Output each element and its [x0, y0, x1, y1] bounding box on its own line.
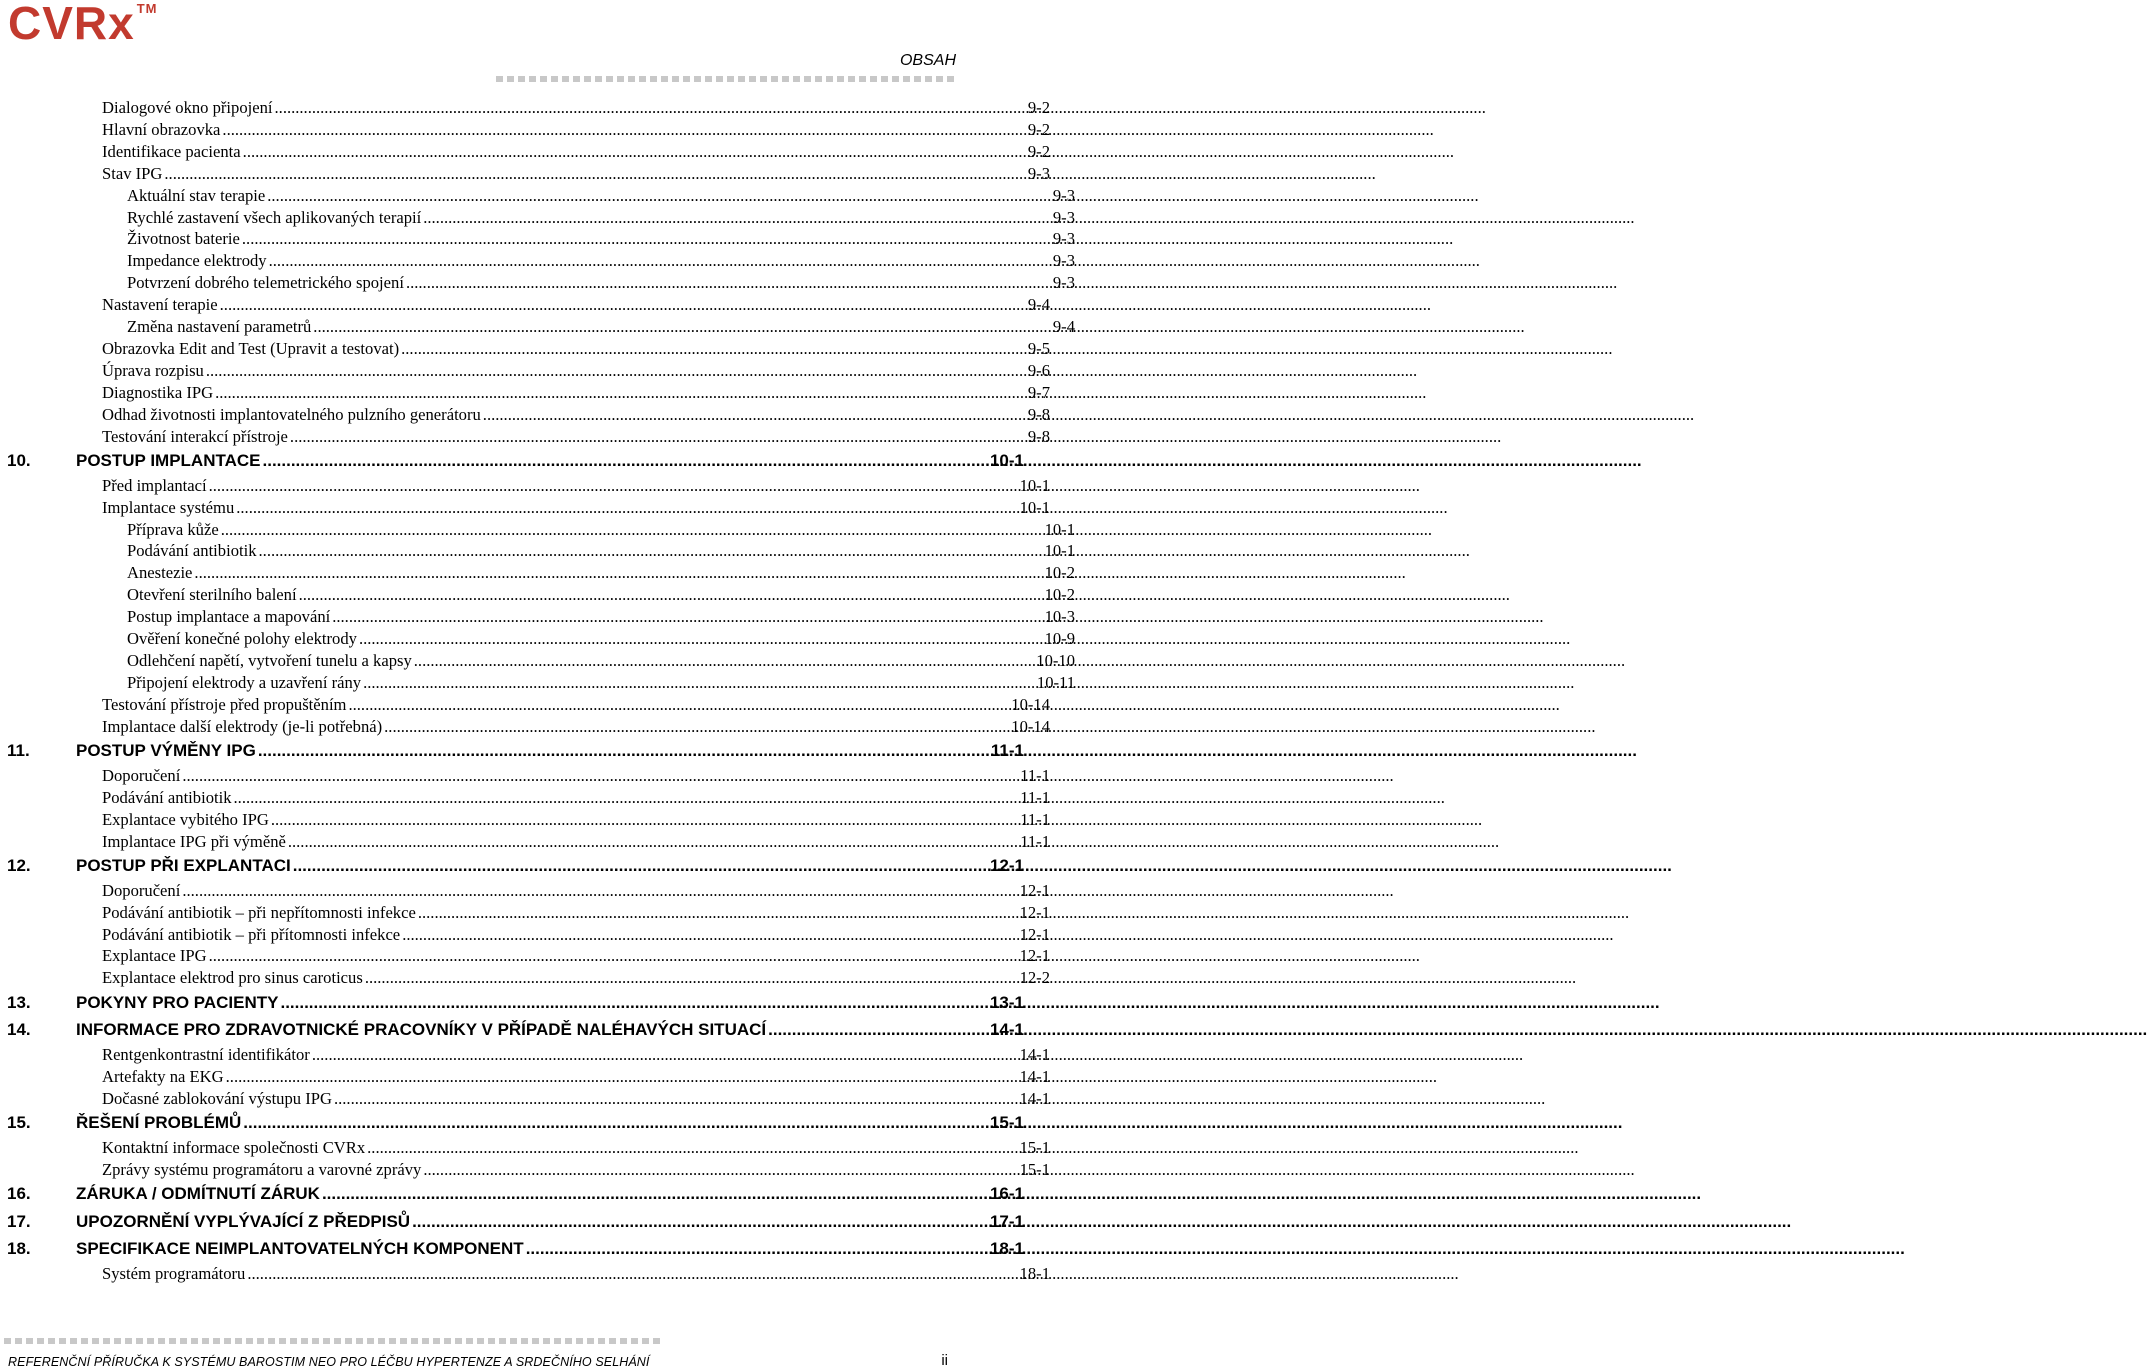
toc-entry[interactable]: [0, 717, 1062, 737]
toc-dot-leader: [359, 629, 1044, 649]
toc-page-number: 10-10: [1036, 650, 1075, 670]
toc-title: Úprava rozpisu: [102, 360, 204, 380]
toc-dot-leader: [182, 766, 1019, 786]
toc-page-number: 9-7: [1027, 382, 1050, 402]
toc-dot-leader: [267, 186, 1052, 206]
toc-title: Artefakty na EKG: [102, 1066, 224, 1086]
toc-entry[interactable]: [0, 383, 1062, 403]
toc-entry[interactable]: [0, 339, 1062, 359]
toc-entry[interactable]: [0, 673, 1087, 693]
toc-title: Podávání antibiotik: [127, 541, 257, 561]
toc-title: Nastavení terapie: [102, 295, 218, 315]
toc-page-number: 18-1: [1019, 1263, 1050, 1283]
toc-dot-leader: [334, 1089, 1019, 1109]
toc-entry[interactable]: [0, 251, 1087, 271]
toc-dot-leader: [299, 585, 1044, 605]
toc-title: Stav IPG: [102, 163, 163, 183]
toc-entry[interactable]: [0, 1138, 1062, 1158]
toc-dot-leader: [215, 383, 1027, 403]
toc-title: Odlehčení napětí, vytvoření tunelu a kapsy: [127, 650, 412, 670]
toc-page-number: 11-1: [1020, 809, 1050, 829]
toc-dot-leader: [242, 229, 1052, 249]
toc-dot-leader: [365, 968, 1019, 988]
toc-title: Rentgenkontrastní identifikátor: [102, 1044, 310, 1064]
toc-title: Potvrzení dobrého telemetrického spojení: [127, 273, 404, 293]
toc-title: Anestezie: [127, 563, 193, 583]
toc-entry[interactable]: [0, 317, 1087, 337]
toc-title: Ověření konečné polohy elektrody: [127, 629, 357, 648]
toc-dot-leader: [258, 741, 990, 761]
toc-page-number: 14-1: [1019, 1088, 1050, 1108]
toc-page-number: 10-9: [1044, 629, 1075, 648]
toc-dot-leader: [222, 120, 1026, 140]
toc-title: Explantace vybitého IPG: [102, 809, 269, 829]
toc-dot-leader: [275, 98, 1027, 118]
toc-page-number: 12-1: [1019, 924, 1050, 944]
toc-title: Připojení elektrody a uzavření rány: [127, 672, 362, 692]
toc-entry[interactable]: [0, 1089, 1062, 1109]
toc-title: POSTUP VÝMĚNY IPG: [76, 741, 256, 761]
toc-entry[interactable]: [0, 629, 1087, 649]
toc-chapter-number: 15.: [7, 1113, 31, 1133]
toc-title: Implantace další elektrody (je-li potřebná): [102, 716, 383, 736]
toc-dot-leader: [243, 1113, 989, 1133]
toc-title: Explantace elektrod pro sinus caroticus: [102, 968, 363, 988]
toc-dot-leader: [234, 788, 1020, 808]
toc-title: Podávání antibiotik: [102, 787, 232, 807]
toc-title: ZÁRUKA / ODMÍTNUTÍ ZÁRUK: [76, 1184, 320, 1204]
toc-entry[interactable]: [0, 1067, 1062, 1087]
toc-entry[interactable]: [0, 498, 1062, 518]
toc-page-number: 10-11: [1036, 672, 1075, 692]
logo-trademark: TM: [136, 1, 158, 16]
toc-entry[interactable]: [0, 607, 1087, 627]
toc-page-number: 10-2: [1044, 585, 1075, 605]
toc-dot-leader: [423, 208, 1052, 228]
toc-dot-leader: [412, 1212, 989, 1232]
toc-dot-leader: [209, 946, 1019, 966]
toc-title: Explantace IPG: [102, 946, 207, 966]
toc-entry[interactable]: [0, 541, 1087, 561]
toc-dot-leader: [280, 993, 989, 1013]
toc-title: Odhad životnosti implantovatelného pulzního generátoru: [102, 404, 481, 424]
toc-page-number: 9-4: [1052, 317, 1075, 336]
toc-page-number: 11-1: [1020, 765, 1050, 785]
toc-page-number: 9-3: [1052, 185, 1075, 205]
toc-entry[interactable]: [0, 1045, 1062, 1065]
toc-entry[interactable]: [0, 273, 1087, 293]
toc-page-number: 10-14: [1011, 716, 1050, 736]
toc-chapter[interactable]: [0, 1113, 1036, 1133]
toc-page-number: 10-2: [1044, 563, 1075, 583]
toc-entry[interactable]: [0, 476, 1062, 496]
toc-dot-leader: [209, 476, 1019, 496]
toc-page-number: 9-2: [1027, 141, 1050, 161]
toc-chapter[interactable]: [0, 451, 1036, 471]
toc-dot-leader: [483, 405, 1027, 425]
toc-page-number: 17-1: [989, 1211, 1024, 1231]
toc-title: Dialogové okno připojení: [102, 98, 273, 117]
toc-chapter[interactable]: [0, 1239, 1036, 1259]
toc-page-number: 14-1: [989, 1020, 1024, 1040]
toc-dot-leader: [226, 1067, 1019, 1087]
header-dot-rule: [496, 76, 958, 82]
toc-page-number: 9-3: [1052, 207, 1075, 227]
toc-dot-leader: [312, 1045, 1019, 1065]
toc-title: POSTUP IMPLANTACE: [76, 451, 261, 471]
toc-dot-leader: [194, 563, 1043, 583]
toc-page-number: 9-6: [1027, 360, 1050, 380]
toc-page-number: 9-3: [1052, 273, 1075, 293]
toc-chapter[interactable]: [0, 1184, 1036, 1204]
toc-entry[interactable]: [0, 427, 1062, 447]
toc-dot-leader: [384, 717, 1010, 737]
toc-page-number: 12-1: [989, 856, 1024, 876]
toc-chapter[interactable]: [0, 856, 1036, 876]
toc-dot-leader: [401, 339, 1027, 359]
toc-page-number: 9-2: [1027, 98, 1050, 117]
toc-dot-leader: [220, 295, 1027, 315]
toc-page-number: 11-1: [1020, 787, 1050, 807]
toc-page-number: 12-1: [1019, 946, 1050, 966]
toc-dot-leader: [243, 142, 1027, 162]
toc-page-number: 9-8: [1027, 404, 1050, 424]
toc-title: Otevření sterilního balení: [127, 585, 297, 605]
toc-dot-leader: [247, 1264, 1018, 1284]
toc-entry[interactable]: [0, 164, 1062, 184]
toc-title: Životnost baterie: [127, 229, 240, 249]
section-label: OBSAH: [899, 52, 956, 69]
toc-entry[interactable]: [0, 968, 1062, 988]
toc-dot-leader: [271, 810, 1019, 830]
toc-dot-leader: [348, 695, 1010, 715]
toc-chapter[interactable]: [0, 1212, 1036, 1232]
toc-title: Rychlé zastavení všech aplikovaných terapií: [127, 207, 422, 227]
toc-page-number: 9-5: [1027, 338, 1050, 358]
toc-dot-leader: [418, 903, 1019, 923]
toc-title: INFORMACE PRO ZDRAVOTNICKÉ PRACOVNÍKY V PŘÍPADĚ NALÉHAVÝCH SITUACÍ: [76, 1020, 767, 1040]
toc-page-number: 9-2: [1027, 119, 1050, 139]
toc-dot-leader: [259, 541, 1044, 561]
toc-entry[interactable]: [0, 120, 1062, 140]
toc-chapter[interactable]: [0, 993, 1036, 1013]
toc-page-number: 15-1: [1019, 1137, 1050, 1157]
toc-dot-leader: [768, 1020, 989, 1040]
footer-dot-rule: [4, 1338, 664, 1344]
toc-page-number: 10-1: [1019, 497, 1050, 517]
toc-title: Implantace IPG při výměně: [102, 831, 286, 851]
toc-title: ŘEŠENÍ PROBLÉMŮ: [76, 1113, 242, 1133]
toc-page-number: 15-1: [1019, 1159, 1050, 1179]
toc-entry[interactable]: [0, 1160, 1062, 1180]
toc-chapter-number: 18.: [7, 1238, 31, 1258]
toc-page-number: 12-2: [1019, 968, 1050, 988]
toc-title: Implantace systému: [102, 497, 235, 517]
toc-page-number: 10-14: [1011, 694, 1050, 714]
toc-title: Diagnostika IPG: [102, 382, 214, 402]
toc-entry[interactable]: [0, 1264, 1062, 1284]
toc-dot-leader: [206, 361, 1027, 381]
toc-page-number: 14-1: [1019, 1066, 1050, 1086]
toc-title: Obrazovka Edit and Test (Upravit a testovat): [102, 338, 400, 358]
toc-dot-leader: [322, 1184, 989, 1204]
toc-title: Doporučení: [102, 765, 181, 785]
toc-page-number: 9-4: [1027, 295, 1050, 315]
toc-dot-leader: [423, 1160, 1018, 1180]
toc-page-number: 18-1: [989, 1238, 1024, 1258]
toc-entry[interactable]: [0, 98, 1062, 118]
toc-entry[interactable]: [0, 186, 1087, 206]
toc-dot-leader: [221, 520, 1044, 540]
toc-dot-leader: [236, 498, 1018, 518]
toc-entry[interactable]: [0, 651, 1087, 671]
toc-page-number: 14-1: [1019, 1044, 1050, 1064]
toc-dot-leader: [313, 317, 1052, 337]
toc-title: Testování přístroje před propuštěním: [102, 694, 347, 714]
toc-title: Před implantací: [102, 475, 207, 495]
toc-title: Podávání antibiotik – při přítomnosti infekce: [102, 924, 401, 944]
toc-title: Doporučení: [102, 880, 181, 900]
toc-dot-leader: [290, 427, 1027, 447]
footer-title: REFERENČNÍ PŘÍRUČKA K SYSTÉMU BAROSTIM NEO PRO LÉČBU HYPERTENZE A SRDEČNÍHO SELHÁNÍ: [8, 1355, 650, 1369]
toc-entry[interactable]: [0, 832, 1062, 852]
toc-page-number: 16-1: [989, 1184, 1024, 1204]
toc-title: Aktuální stav terapie: [127, 185, 266, 205]
toc-chapter-number: 17.: [7, 1211, 31, 1231]
toc-dot-leader: [367, 1138, 1018, 1158]
toc-entry[interactable]: [0, 585, 1087, 605]
toc-dot-leader: [182, 881, 1018, 901]
toc-entry[interactable]: [0, 788, 1062, 808]
toc-title: Příprava kůže: [127, 519, 219, 539]
toc-entry[interactable]: [0, 810, 1062, 830]
toc-page-number: 11-1: [990, 741, 1024, 761]
toc-page-number: 12-1: [1019, 902, 1050, 922]
toc-dot-leader: [526, 1239, 989, 1259]
toc-title: Podávání antibiotik – při nepřítomnosti infekce: [102, 902, 416, 922]
toc-dot-leader: [406, 273, 1052, 293]
footer-page-number: ii: [941, 1352, 948, 1369]
toc-entry[interactable]: [0, 520, 1087, 540]
toc-chapter[interactable]: [0, 741, 1036, 761]
toc-title: POKYNY PRO PACIENTY: [76, 992, 279, 1012]
toc-dot-leader: [332, 607, 1043, 627]
toc-title: Systém programátoru: [102, 1263, 246, 1283]
toc-title: UPOZORNĚNÍ VYPLÝVAJÍCÍ Z PŘEDPISŮ: [76, 1211, 411, 1231]
cvrx-logo: [8, 0, 158, 49]
toc-page-number: 9-8: [1027, 426, 1050, 446]
toc-title: Kontaktní informace společnosti CVRx: [102, 1137, 366, 1157]
toc-title: Dočasné zablokování výstupu IPG: [102, 1088, 332, 1108]
toc-title: Impedance elektrody: [127, 251, 267, 271]
toc-title: Zprávy systému programátoru a varovné zprávy: [102, 1159, 422, 1179]
toc-title: Změna nastavení parametrů: [127, 317, 312, 336]
toc-chapter-number: 11.: [7, 741, 30, 761]
toc-dot-leader: [269, 251, 1052, 271]
toc-entry[interactable]: [0, 563, 1087, 583]
toc-page-number: 10-1: [1044, 519, 1075, 539]
toc-chapter-number: 14.: [7, 1020, 31, 1040]
toc-dot-leader: [414, 651, 1036, 671]
toc-page-number: 9-3: [1052, 251, 1075, 271]
toc-entry[interactable]: [0, 881, 1062, 901]
toc-page-number: 10-1: [989, 451, 1024, 471]
logo-text: CVRx: [8, 0, 135, 49]
toc-entry[interactable]: [0, 208, 1087, 228]
toc-page-number: 10-3: [1044, 607, 1075, 627]
toc-chapter-number: 10.: [7, 451, 31, 471]
toc-entry[interactable]: [0, 142, 1062, 162]
toc-entry[interactable]: [0, 695, 1062, 715]
toc-page-number: 10-1: [1019, 475, 1050, 495]
toc-title: Hlavní obrazovka: [102, 119, 221, 139]
toc-dot-leader: [164, 164, 1026, 184]
toc-dot-leader: [293, 856, 989, 876]
toc-chapter-number: 13.: [7, 992, 31, 1012]
toc-page-number: 9-3: [1052, 229, 1075, 249]
toc-page-number: 11-1: [1020, 831, 1050, 851]
toc-page-number: 10-1: [1044, 541, 1075, 561]
toc-entry[interactable]: [0, 405, 1062, 425]
toc-chapter-number: 12.: [7, 856, 31, 876]
toc-dot-leader: [263, 451, 989, 471]
toc-dot-leader: [363, 673, 1036, 693]
toc-entry[interactable]: [0, 361, 1062, 381]
toc-entry[interactable]: [0, 946, 1062, 966]
toc-page-number: 13-1: [989, 992, 1024, 1012]
toc-dot-leader: [402, 925, 1018, 945]
toc-entry[interactable]: [0, 229, 1087, 249]
toc-dot-leader: [288, 832, 1019, 852]
toc-title: Identifikace pacienta: [102, 141, 241, 161]
toc-title: Postup implantace a mapování: [127, 607, 331, 627]
toc-title: SPECIFIKACE NEIMPLANTOVATELNÝCH KOMPONENT: [76, 1238, 524, 1258]
toc-page-number: 15-1: [989, 1113, 1024, 1133]
toc-entry[interactable]: [0, 766, 1062, 786]
toc-page-number: 12-1: [1019, 880, 1050, 900]
toc-title: Testování interakcí přístroje: [102, 426, 288, 446]
toc-entry[interactable]: [0, 903, 1062, 923]
toc-chapter[interactable]: [0, 1020, 1036, 1040]
toc-entry[interactable]: [0, 925, 1062, 945]
toc-entry[interactable]: [0, 295, 1062, 315]
toc-chapter-number: 16.: [7, 1184, 31, 1204]
toc-title: POSTUP PŘI EXPLANTACI: [76, 856, 291, 876]
toc-page-number: 9-3: [1027, 163, 1050, 183]
